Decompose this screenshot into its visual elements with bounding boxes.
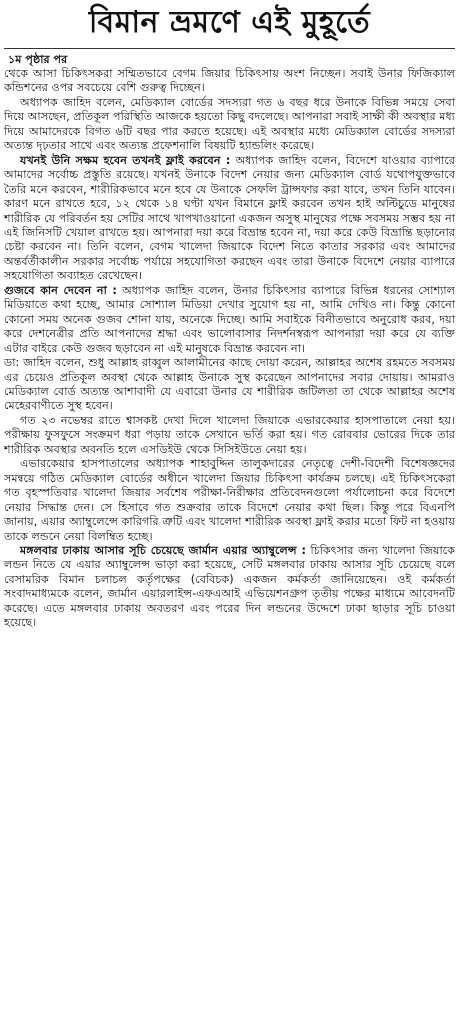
headline: বিমান ভ্রমণে এই মুহূর্তে — [88, 5, 371, 40]
article-paragraph — [4, 154, 455, 284]
article-paragraph — [4, 284, 455, 356]
article-paragraph — [4, 356, 455, 414]
article-paragraph — [4, 414, 455, 457]
article-paragraph — [4, 457, 455, 544]
headline-divider — [4, 48, 455, 49]
paragraph-text: থেকে আসা চিকিৎসকরা সম্মিতভাবে বেগম জিয়ার চিকিৎসায় অংশ নিচ্ছেন। সবাই উনার ফিজিক্যাল কন্ডিশনের ওপর সবচেয়ে বেশি গুরুত্ব দিচ্ছেন। — [4, 67, 455, 95]
paragraph-text: অধ্যাপক জাহিদ বলেন, মেডিক্যাল বোর্ডের সদস্যরা গত ৬ বছর ধরে উনাকে বিভিন্ন সময়ে সেবা দিয়ে আসছেন, প্রতিকূল পরিস্থিতি আজকে হয়তো কিছু বদলেছে। আপনারা সবাই সাক্ষী কী অবস্থার মধ্য দিয়ে আমাদেরকে বিগত ৬টি বছর পার করতে হয়েছে। এই অবস্থার মধ্যে মেডিক্যাল বোর্ডের সদস্যরা অত্যন্ত দৃঢ়তার সাথে এবং অত্যন্ত প্রফেশনালি বিষয়টি হ্যান্ডলিং করেছে। — [4, 95, 455, 153]
paragraph-text: অধ্যাপক জাহিদ বলেন, উনার চিকিৎসার ব্যাপারে বিভিন্ন ধরনের সোশ্যাল মিডিয়াতে কথা হচ্ছে, আমার সোশ্যাল মিডিয়া দেখার সুযোগ হয় না, আমি দেখিও না। কিন্তু কোনো কোনো সময় অনেক গুজব শোনা যায়, অনেকে দিচ্ছে। আমি সবাইকে বিনীতভাবে অনুরোধ করব, দয়া করে দেশনেত্রীর প্রতি আপনাদের শ্রদ্ধা এবং ভালোবাসার নিদর্শনস্বরূপ আপনারা দয়া করে যে ব্যক্তি এটার বাইরে কেউ গুজব ছড়াবেন না এই মানুষকে বিভ্রান্ত করবেন না। — [4, 283, 455, 355]
subheading: মঙ্গলবার ঢাকায় আসার সূচি চেয়েছে জার্মান এয়ার অ্যাম্বুলেন্স : — [20, 543, 306, 557]
continuation-label: ১ম পৃষ্ঠার পর — [8, 53, 68, 66]
article-paragraph — [4, 544, 455, 631]
paragraph-text: ডা: জাহিদ বলেন, শুধু আল্লাহ রাব্বুল আলামীনের কাছে দোয়া করেন, আল্লাহর অশেষ রহমতে সবসময় এর চেয়েও প্রতিকূল অবস্থা থেকে আল্লাহ উনাকে সুস্থ করেছেন আপনাদের সবার দোয়ায়। আমরাও মেডিক্যাল বোর্ড অত্যন্ত আশাবাদী যে এবারো উনার যে শারীরিক জটিলতা তা থেকে আল্লাহর অশেষ মেহেরবাণীতে সুস্থ হবেন। — [4, 356, 455, 413]
paragraph-text: অধ্যাপক জাহিদ বলেন, বিদেশে যাওয়ার ব্যাপারে আমাদের সর্বোচ্চ প্রস্তুতি রয়েছে। যখনই উনাকে বিদেশ নেয়ার জন্য মেডিক্যাল বোর্ড যথোপযুক্তভাবে তৈরি মনে করবেন, শারীরিকভাবে মনে হবে যে উনাকে সেফলি ট্রান্সফার করা যাবে, তখন তিনি যাবেন। কারণ মনে রাখতে হবে, ১২ থেকে ১৪ ঘণ্টা যখন বিমানে ফ্লাই করবেন তখন হাই অল্টিচুডে মানুষের শারীরিক যে পরিবর্তন হয় সেটির সাথে খাপখাওয়ানো একজন অসুস্থ মানুষের পক্ষে সবসময় সম্ভব হয় না এই জিনিসটি খেয়াল রাখতে হয়। আপনারা দয়া করে বিভ্রান্ত হবেন না, দয়া করে কেউ বিভ্রান্তি ছড়ানোর চেষ্টা করবেন না। তিনি বলেন, বেগম খালেদা জিয়াকে বিদেশ নিতে কাতার সরকার এবং আমাদের অন্তর্বর্তীকালীন সরকার সর্বোচ্চ পর্যায়ে সহযোগিতা করছেন এবং তারা উনাকে বিদেশে নেয়ার ব্যাপারে সহযোগিতা অব্যাহত রেখেছেন। — [4, 153, 456, 283]
paragraph-text: গত ২৩ নভেম্বর রাতে শ্বাসকষ্ট দেখা দিলে খালেদা জিয়াকে এভারকেয়ার হাসপাতালে নেয়া হয়। পরীক্ষায় ফুসফুসে সংক্রমণ ধরা পড়ায় তাকে সেখানে ভর্তি করা হয়। গত রোববার ভোরের দিকে তার শারীরিক অবস্থার অবনতি হলে এসডিইউ থেকে সিসিইউতে নেয়া হয়। — [4, 413, 455, 456]
paragraph-text: চিকিৎসার জন্য খালেদা জিয়াকে লন্ডন নিতে যে এয়ার অ্যাম্বুলেন্স ভাড়া করা হয়েছে, সেটি মঙ্গলবার ঢাকায় আসার সূচি চেয়েছে বলে বেসামরিক বিমান চলাচল কর্তৃপক্ষের (বেবিচক) একজন কর্মকর্তা জানিয়েছেন। ওই কর্মকর্তা সংবাদমাধ্যমকে বলেন, জার্মান এয়ারলাইন্স-এফএআই এভিয়েশনগ্রুপ তৃতীয় পক্ষের মাধ্যমে আবেদনটি করেছে। এতে মঙ্গলবার ঢাকায় অবতরণ এবং পরের দিন লন্ডনের উদ্দেশে ঢাকা ছাড়ার সূচি চাওয়া হয়েছে। — [4, 543, 456, 630]
subheading: যখনই উনি সক্ষম হবেন তখনই ফ্লাই করবেন : — [20, 153, 231, 167]
article-paragraph — [4, 96, 455, 154]
paragraph-text: এভারকেয়ার হাসপাতালের অধ্যাপক শাহাবুদ্দিন তালুকদারের নেতৃত্বে দেশী-বিদেশী বিশেষজ্ঞদের সমন্বয়ে গঠিত মেডিক্যাল বোর্ডের অধীনে খালেদা জিয়ার চিকিৎসা কার্যক্রম চলছে। এই চিকিৎসকেরা গত বৃহস্পতিবার খালেদা জিয়ার সর্বশেষ পরীক্ষা-নিরীক্ষার প্রতিবেদনগুলো পর্যালোচনা করে বিদেশে নেয়ার সিদ্ধান্ত দেন। সে হিসাবে গত শুক্রবার তাকে বিদেশে নেয়ার কথা ছিল। কিন্তু পরে বিএনপি জানায়, এয়ার অ্যাম্বুলেন্সে কারিগরি ত্রুটি এবং খালেদা শারীরিক অবস্থা ফ্লাই করার মতো ফিট না হওয়ায় তাকে লন্ডনে নেয়া বিলম্বিত হচ্ছে। — [4, 457, 455, 543]
subheading: গুজবে কান দেবেন না : — [4, 283, 117, 297]
article-paragraph — [4, 67, 455, 96]
